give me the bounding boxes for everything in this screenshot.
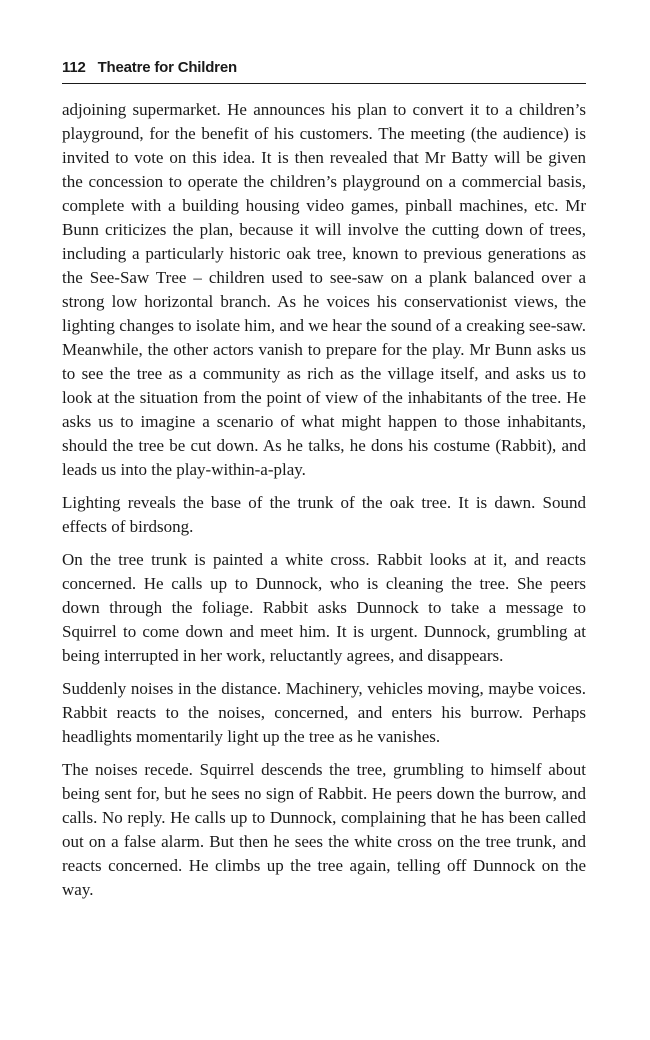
paragraph: Lighting reveals the base of the trunk of the oak tree. It is dawn. Sound effects of birdsong. [62,493,586,536]
paragraph: The noises recede. Squirrel descends the tree, grumbling to himself about being sent for, but he sees no sign of Rabbit. He peers down the burrow, and calls. No reply. He calls up to Dunnock, complaining that he has been called out on a false alarm. But then he sees the white cross on the tree trunk, and reacts concerned. He climbs up the tree again, telling off Dunnock on the way. [62,760,586,899]
paragraph: Suddenly noises in the distance. Machinery, vehicles moving, maybe voices. Rabbit reacts to the noises, concerned, and enters his burrow. Perhaps headlights momentarily light up the tree as he vanishes. [62,679,586,746]
running-title: Theatre for Children [97,59,237,76]
paragraph: adjoining supermarket. He announces his plan to convert it to a children’s playground, for the benefit of his customers. The meeting (the audience) is invited to vote on this idea. It is then revealed that Mr Batty will be given the concession to operate the children’s playground on a commercial basis, complete with a building housing video games, pinball machines, etc. Mr Bunn criticizes the plan, because it will involve the cutting down of trees, including a particularly historic oak tree, known to previous generations as the See-Saw Tree – children used to see-saw on a plank balanced over a strong low horizontal branch. As he voices his conservationist views, the lighting changes to isolate him, and we hear the sound of a creaking see-saw. Meanwhile, the other actors vanish to prepare for the play. Mr Bunn asks us to see the tree as a community as rich as the village itself, and asks us to look at the situation from the point of view of the inhabitants of the tree. He asks us to imagine a scenario of what might happen to those inhabitants, should the tree be cut down. As he talks, he dons his costume (Rabbit), and leads us into the play-within-a-play. [62,100,586,479]
running-header [62,58,586,84]
page-number: 112 [62,59,86,76]
body-text [62,98,586,902]
book-page [62,58,586,911]
paragraph: On the tree trunk is painted a white cross. Rabbit looks at it, and reacts concerned. He calls up to Dunnock, who is cleaning the tree. She peers down through the foliage. Rabbit asks Dunnock to take a message to Squirrel to come down and meet him. It is urgent. Dunnock, grumbling at being interrupted in her work, reluctantly agrees, and disappears. [62,550,586,665]
